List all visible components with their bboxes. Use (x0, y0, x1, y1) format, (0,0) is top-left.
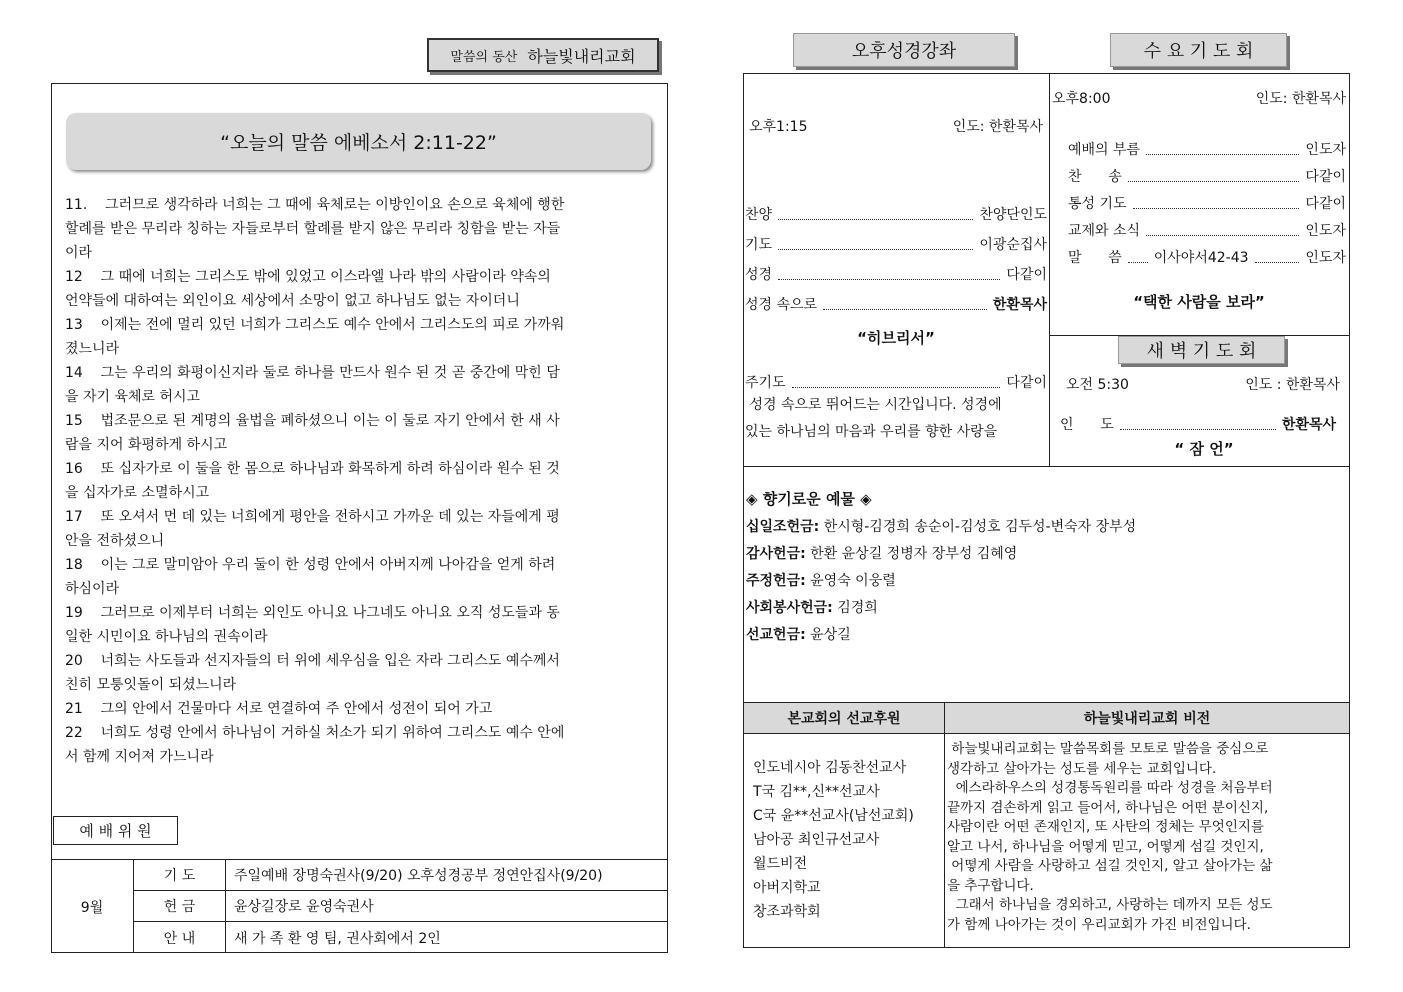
verse-line: 을 십자가로 소멸하시고 (65, 485, 210, 501)
verse-line: 언약들에 대하여는 외인이요 세상에서 소망이 없고 하나님도 없는 자이더니 (65, 293, 520, 309)
order-value: 한환목사 (992, 297, 1047, 313)
afternoon-book: “히브리서” (857, 329, 935, 347)
verse-line: 15 법조문으로 된 계명의 율법을 폐하셨으니 이는 이 둘로 자기 안에서 한 새 사 (65, 413, 560, 429)
dawn-section (1052, 370, 1346, 464)
mission-item: T국 김**,신**선교사 (753, 784, 880, 800)
wednesday-header (1110, 33, 1287, 67)
divider-vertical (1049, 73, 1050, 466)
offering-names: 한환 윤상길 정병자 장부성 김혜영 (805, 546, 1018, 562)
order-value: 다같이 (1006, 375, 1047, 391)
offering-label: 십일조헌금: (746, 519, 820, 535)
verse-line: 20 너희는 사도들과 선지자들의 터 위에 세우심을 입은 자라 그리스도 예수께서 (65, 653, 560, 669)
mission-item: 창조과학회 (753, 904, 821, 920)
vision-header: 하늘빛내리교회 비전 (945, 703, 1350, 734)
offering-label: 주정헌금: (746, 573, 806, 589)
verse-line: 안을 전하셨으니 (65, 533, 165, 549)
afternoon-desc: 있는 하나님의 마음과 우리를 향한 사랑을 (745, 424, 998, 440)
afternoon-leader: 인도: 한환목사 (952, 119, 1043, 135)
order-value: 인도자 (1305, 223, 1346, 239)
wednesday-section (1052, 84, 1346, 337)
verse-line: 11. 그러므로 생각하라 너희는 그 때에 육체로는 이방인이요 손으로 육체에 행한 (65, 197, 565, 213)
offering-row (746, 568, 1346, 595)
wednesday-time: 오후8:00 (1052, 91, 1111, 107)
order-label: 말 씀 (1068, 250, 1122, 266)
verse-line: 람을 지어 화평하게 하시고 (65, 437, 228, 453)
offering-label: 선교헌금: (746, 627, 806, 643)
dawn-leader: 인도 : 한환목사 (1245, 377, 1340, 393)
verse-line: 서 함께 지어져 가느니라 (65, 749, 214, 765)
verse-line: 할례를 받은 무리라 칭하는 자들로부터 할례를 받지 않은 무리라 칭함을 받는 자들 (65, 221, 561, 237)
committee-month: 9월 (51, 860, 134, 954)
verse-line: 17 또 오셔서 먼 데 있는 너희에게 평안을 전하시고 가까운 데 있는 자들에게 평 (65, 509, 560, 525)
verse-line: 16 또 십자가로 이 둘을 한 몸으로 하나님과 화목하게 하려 하심이라 원수 된 것 (65, 461, 560, 477)
scripture-title-banner (66, 113, 651, 170)
mission-item: C국 윤**선교사(남선교회) (753, 808, 914, 824)
committee-content: 주일예배 장명숙권사(9/20) 오후성경공부 정연안집사(9/20) (226, 860, 669, 891)
verse-line: 21 그의 안에서 건물마다 서로 연결하여 주 안에서 성전이 되어 가고 (65, 701, 493, 717)
offering-row (746, 622, 1346, 649)
scripture-title: “오늘의 말씀 에베소서 2:11-22” (220, 132, 497, 154)
vision-line: 어떻게 사람을 사랑하고 섬길 것인지, 알고 살아가는 삶 (947, 858, 1273, 874)
verse-line: 18 이는 그로 말미암아 우리 둘이 한 성령 안에서 아버지께 나아감을 얻게 하려 (65, 557, 556, 573)
verse-line: 친히 모퉁잇돌이 되셨느니라 (65, 677, 237, 693)
order-label: 주기도 (745, 375, 786, 391)
verse-line: 이라 (65, 245, 93, 261)
committee-label-box (53, 816, 178, 845)
offering-row (746, 541, 1346, 568)
offerings-title: ◈ 향기로운 예물 ◈ (746, 490, 872, 508)
offering-names: 윤영숙 이웅렬 (805, 573, 896, 589)
order-label: 예배의 부름 (1068, 142, 1141, 158)
order-value: 인도자 (1305, 250, 1346, 266)
afternoon-time: 오후1:15 (749, 119, 808, 135)
mission-item: 인도네시아 김동찬선교사 (753, 760, 907, 776)
order-value: 이광순집사 (979, 237, 1047, 253)
verse-line: 13 이제는 전에 멀리 있던 너희가 그리스도 예수 안에서 그리스도의 피로 가까워 (65, 317, 565, 333)
vision-line: 에스라하우스의 성경통독원리를 따라 성경을 처음부터 (947, 780, 1273, 796)
header-tag (427, 38, 659, 72)
committee-role: 기 도 (134, 860, 226, 891)
order-label: 찬 송 (1068, 169, 1122, 185)
vision-line: 생각하고 살아가는 성도를 세우는 교회입니다. (947, 760, 1217, 777)
committee-role: 안 내 (134, 922, 226, 953)
vision-line: 가 함께 나아가는 것이 우리교회가 가진 비전입니다. (947, 916, 1251, 933)
offering-row (746, 514, 1346, 541)
order-value: 인도자 (1305, 142, 1346, 158)
order-value: 다같이 (1305, 169, 1346, 185)
afternoon-desc: 성경 속으로 뛰어드는 시간입니다. 성경에 (745, 397, 1002, 413)
order-label: 인 도 (1060, 417, 1114, 433)
committee-content: 윤상길장로 윤영숙권사 (226, 891, 669, 922)
verse-line: 졌느니라 (65, 341, 120, 357)
committee-content: 새 가 족 환 영 팀, 권사회에서 2인 (234, 930, 441, 947)
offering-names: 윤상길 (805, 627, 851, 643)
mission-item: 남아공 최인규선교사 (753, 832, 880, 848)
dawn-time: 오전 5:30 (1066, 377, 1129, 393)
dawn-header (1118, 336, 1285, 364)
wednesday-header-label: 수 요 기 도 회 (1143, 41, 1254, 62)
order-label: 통성 기도 (1068, 196, 1127, 212)
order-value: 한환목사 (1281, 417, 1336, 433)
verse-line: 일한 시민이요 하나님의 권속이라 (65, 629, 268, 645)
offering-row (746, 595, 1346, 622)
header-prefix: 말씀의 동산 (450, 49, 518, 65)
vision-line: 알고 나서, 하나님을 어떻게 믿고, 어떻게 섬길 것인지, (947, 838, 1264, 855)
order-label: 성경 속으로 (745, 297, 818, 313)
wednesday-sermon: “택한 사람을 보라” (1133, 293, 1265, 311)
verse-line: 을 자기 육체로 허시고 (65, 389, 201, 405)
verse-line: 22 너희도 성령 안에서 하나님이 거하실 처소가 되기 위하여 그리스도 예수 안에 (65, 725, 565, 741)
verse-line: 12 그 때에 너희는 그리스도 밖에 있었고 이스라엘 나라 밖의 사람이라 약속의 (65, 269, 551, 285)
order-label: 기도 (745, 237, 773, 253)
missions-header: 본교회의 선교후원 (744, 703, 945, 734)
offering-label: 사회봉사헌금: (746, 600, 833, 616)
order-label: 찬양 (745, 207, 773, 223)
committee-role: 헌 금 (134, 891, 226, 922)
offerings-section (746, 484, 1346, 649)
afternoon-header-label: 오후성경강좌 (851, 41, 957, 62)
verse-line: 하심이라 (65, 581, 120, 597)
order-value: 다같이 (1006, 267, 1047, 283)
dawn-header-label: 새 벽 기 도 회 (1146, 341, 1257, 362)
vision-line: 을 추구합니다. (947, 877, 1034, 894)
scripture-ref: 이사야서42-43 (1153, 250, 1249, 266)
scripture-text (65, 193, 652, 769)
order-value: 찬양단인도 (979, 207, 1047, 223)
committee-table (51, 859, 668, 953)
mission-item: 월드비전 (753, 856, 808, 872)
vision-line: 사람이란 어떤 존재인지, 또 사탄의 정체는 무엇인지를 (947, 819, 1264, 835)
offering-label: 감사헌금: (746, 546, 806, 562)
verse-line: 14 그는 우리의 화평이신지라 둘로 하나를 만드사 원수 된 것 곧 중간에 막힌 담 (65, 365, 560, 381)
afternoon-header (793, 33, 1015, 67)
dawn-book: “ 잠 언” (1174, 440, 1234, 458)
order-value: 다같이 (1305, 196, 1346, 212)
vision-line: 하늘빛내리교회는 말씀목회를 모토로 말씀을 중심으로 (947, 741, 1269, 757)
order-label: 교제와 소식 (1068, 223, 1141, 239)
committee-title: 예 배 위 원 (79, 822, 152, 840)
wednesday-leader: 인도: 한환목사 (1255, 91, 1346, 107)
vision-line: 끝까지 겸손하게 읽고 들어서, 하나님은 어떤 분이신지, (947, 799, 1269, 816)
mission-item: 아버지학교 (753, 880, 821, 896)
afternoon-section (745, 112, 1047, 446)
missions-vision-table (743, 702, 1350, 948)
offering-names: 김경희 (832, 600, 878, 616)
offering-names: 한시형-김경희 송순이-김성호 김두성-변숙자 장부성 (819, 519, 1137, 535)
divider-horizontal (743, 466, 1350, 467)
order-label: 성경 (745, 267, 773, 283)
verse-line: 19 그러므로 이제부터 너희는 외인도 아니요 나그네도 아니요 오직 성도들과 동 (65, 605, 560, 621)
church-name: 하늘빛내리교회 (527, 46, 636, 66)
vision-line: 그래서 하나님을 경외하고, 사랑하는 데까지 모든 성도 (947, 897, 1273, 913)
